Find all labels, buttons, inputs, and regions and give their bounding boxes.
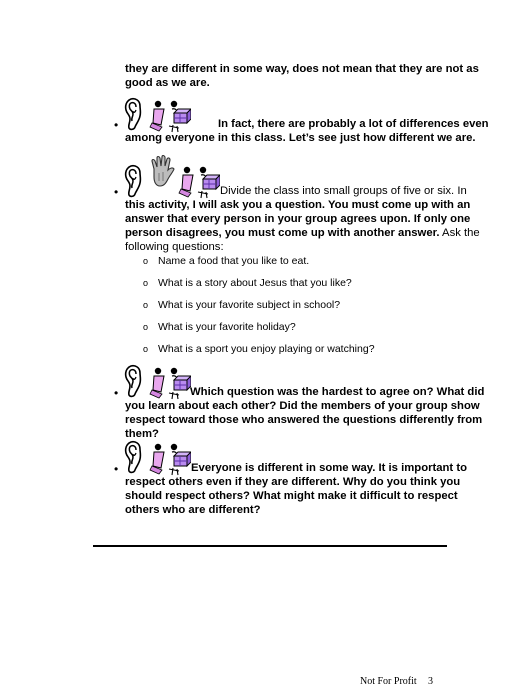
hand-icon [149, 155, 175, 191]
sub-bullet: o [143, 322, 149, 332]
ear-icon [123, 164, 147, 198]
page-number: 3 [428, 676, 433, 687]
question-text: What is your favorite subject in school? [158, 299, 341, 311]
sub-bullet: o [143, 256, 149, 266]
paragraph-0-line-1: they are different in some way, does not mean that they are not as [125, 63, 479, 75]
paragraph-2-line-4-bold: person disagrees, you must come up with another answer. [125, 227, 440, 239]
paragraph-4-line-4: others who are different? [125, 504, 261, 516]
bullet-3: • [114, 386, 119, 400]
ear-icon [123, 364, 147, 398]
people-with-gift-icon [147, 366, 191, 400]
people-with-gift-icon [147, 442, 191, 476]
ear-icon [123, 97, 147, 131]
sub-bullet: o [143, 344, 149, 354]
paragraph-1-line-1: In fact, there are probably a lot of differences even [218, 118, 489, 130]
paragraph-2-line-1-text: Divide the class into small groups of five or six. In [220, 185, 467, 197]
paragraph-1-line-2: among everyone in this class. Let’s see just how different we are. [125, 132, 476, 144]
horizontal-rule [93, 545, 447, 547]
paragraph-0-line-2: good as we are. [125, 77, 210, 89]
paragraph-4-line-1: Everyone is different in some way. It is important to [191, 462, 467, 474]
question-text: What is a sport you enjoy playing or watching? [158, 343, 375, 355]
paragraph-2-line-5: following questions: [125, 241, 224, 253]
question-text: What is your favorite holiday? [158, 321, 296, 333]
paragraph-2-line-4-plain: Ask the [439, 227, 480, 239]
paragraph-2-line-3: answer that every person in your group agrees upon. If only one [125, 213, 471, 225]
paragraph-4-line-2: respect others even if they are different. Why do you think you [125, 476, 461, 488]
paragraph-4-line-3: should respect others? What might make it difficult to respect [125, 490, 458, 502]
ear-icon [123, 440, 147, 474]
paragraph-2-line-1 [220, 184, 467, 198]
paragraph-3-line-3: respect toward those who answered the questions differently from [125, 414, 483, 426]
paragraph-3-line-4: them? [125, 428, 159, 440]
paragraph-2-line-2: this activity, I will ask you a question. You must come up with an [125, 199, 471, 211]
question-text: What is a story about Jesus that you like? [158, 277, 352, 289]
question-text: Name a food that you like to eat. [158, 255, 310, 267]
bullet-1: • [114, 118, 119, 132]
sub-bullet: o [143, 278, 149, 288]
sub-bullet: o [143, 300, 149, 310]
bullet-2: • [114, 185, 119, 199]
paragraph-3-line-1: Which question was the hardest to agree on? What did [190, 386, 485, 398]
paragraph-3-line-2: you learn about each other? Did the members of your group show [125, 400, 480, 412]
people-with-gift-icon [176, 165, 220, 199]
paragraph-2-line-4 [125, 226, 480, 240]
people-with-gift-icon [147, 99, 191, 133]
bullet-4: • [114, 462, 119, 476]
footer-label: Not For Profit [360, 676, 417, 687]
